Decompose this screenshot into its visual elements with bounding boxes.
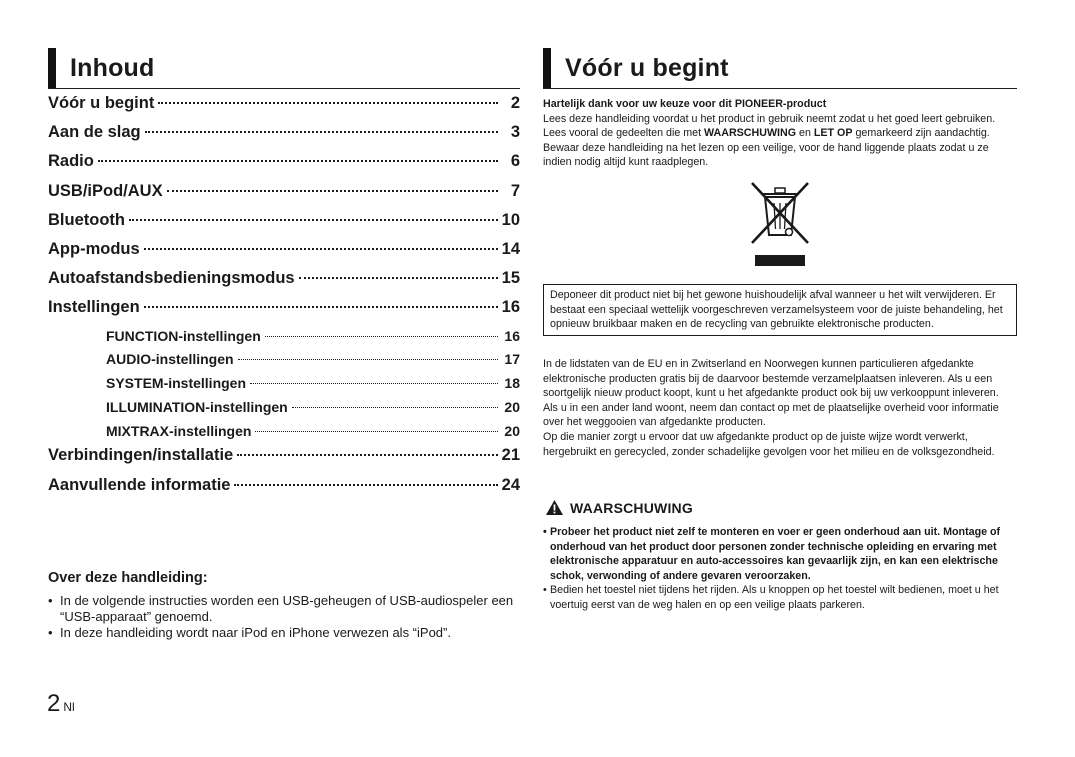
header-bar (48, 48, 56, 88)
toc-entry[interactable]: App-modus 14 (48, 239, 520, 258)
toc-entry[interactable]: Aan de slag 3 (48, 123, 520, 142)
warning-list (543, 525, 1017, 613)
toc-subentry[interactable]: AUDIO-instellingen 17 (106, 351, 520, 368)
weee-crossed-bin-icon (748, 177, 812, 269)
warning-triangle-icon (545, 499, 564, 516)
toc-subentry[interactable]: SYSTEM-instellingen 18 (106, 375, 520, 392)
list-item: • Probeer het product niet zelf te monteren en voer er geen onderhoud aan uit. Montage of onderhoud van het product door personen zonder technische opleiding en ervaring met elektronische apparatuur en auto-accessoires kan gevaarlijk zijn, en kan een elektrische schok, verwonding of andere gevaren veroorzaken. (543, 525, 1017, 583)
intro-text (543, 97, 1017, 170)
list-item: • Bedien het toestel niet tijdens het rijden. Als u knoppen op het toestel wilt bedienen, moet u het voertuig eerst van de weg halen en op een veilige plaats parkeren. (543, 583, 1017, 612)
intro-paragraph: Lees deze handleiding voordat u het product in gebruik neemt zodat u het goed leert gebruiken. Lees vooral de gedeelten die met WAARSCHUWING en LET OP gemarkeerd zijn aandachtig. Bewaar deze handleiding na het lezen op een veilige, voor de hand liggende plaats zodat u ze indien nodig altijd kunt raadplegen. (543, 112, 996, 169)
list-item: • In de volgende instructies worden een USB-geheugen of USB-audiospeler een “USB-apparaat” genoemd. (48, 593, 518, 625)
contents-title: Inhoud (70, 53, 155, 82)
toc-entry[interactable]: Aanvullende informatie 24 (48, 475, 520, 494)
contents-header (48, 48, 520, 89)
about-manual-title: Over deze handleiding: (48, 570, 208, 586)
header-bar (543, 48, 551, 88)
warning-heading (545, 499, 693, 516)
before-start-header (543, 48, 1017, 89)
toc-subentry[interactable]: MIXTRAX-instellingen 20 (106, 422, 520, 439)
paragraph: In de lidstaten van de EU en in Zwitserland en Noorwegen kunnen particulieren afgedankte elektronische producten gratis bij de daarvoor bestemde verzamelplaatsen inleveren. Als u een soortgelijk nieuw product koopt, kunt u het afgedankte product ook bij uw verkooppunt inleveren. (543, 358, 999, 400)
about-manual-list (48, 593, 518, 641)
toc-subentry[interactable]: ILLUMINATION-instellingen 20 (106, 398, 520, 415)
disposal-info (543, 357, 1017, 459)
table-of-contents (48, 94, 520, 505)
paragraph: Op die manier zorgt u ervoor dat uw afgedankte product op de juiste wijze wordt verwerkt, hergebruikt en gerecycled, zonder schadelijke gevolgen voor het milieu en de volksgezondheid. (543, 430, 995, 458)
toc-entry[interactable]: Vóór u begint 2 (48, 94, 520, 112)
thanks-line: Hartelijk dank voor uw keuze voor dit PIONEER-product (543, 98, 827, 110)
toc-entry[interactable]: Verbindingen/installatie 21 (48, 446, 520, 465)
toc-entry[interactable]: Autoafstandsbedieningsmodus 15 (48, 269, 520, 288)
toc-entry[interactable]: Bluetooth 10 (48, 210, 520, 229)
page-number: 2 Nl (47, 690, 75, 717)
toc-entry[interactable]: Instellingen 16 (48, 298, 520, 317)
list-item: • In deze handleiding wordt naar iPod en iPhone verwezen als “iPod”. (48, 625, 518, 641)
paragraph: Als u in een ander land woont, neem dan contact op met de plaatselijke overheid voor informatie over het weggooien van afgedankte producten. (543, 401, 999, 429)
toc-entry[interactable]: Radio 6 (48, 152, 520, 171)
warning-label: WAARSCHUWING (570, 499, 693, 516)
toc-subentry[interactable]: FUNCTION-instellingen 16 (106, 327, 520, 344)
before-start-title: Vóór u begint (565, 53, 729, 82)
toc-entry[interactable]: USB/iPod/AUX 7 (48, 181, 520, 200)
disposal-notice-box: Deponeer dit product niet bij het gewone huishoudelijk afval wanneer u het wilt verwijderen. Er bestaat een speciaal wettelijk voorgeschreven verzamelsysteem voor de juiste behandeling, het opnieuw bruikbaar maken en de recycling van gebruikte elektronische producten. (543, 284, 1017, 336)
